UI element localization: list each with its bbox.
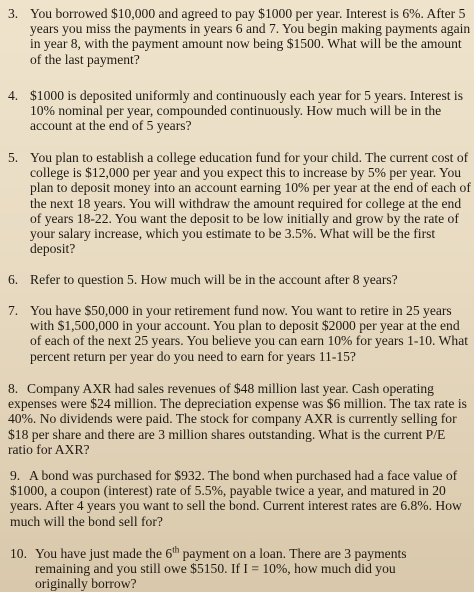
problem-text xyxy=(8,396,470,457)
text-segment: You have just made the 6 xyxy=(35,546,173,561)
text-line: Refer to question 5. How much will be in the account after 8 years? xyxy=(30,272,398,287)
text-line: $1000, a coupon (interest) rate of 5.5%, payable twice a year, and matured in 20 xyxy=(10,483,446,499)
text-line: remaining and you still owe $5150. If I = 10%, how much did you xyxy=(35,561,396,577)
problem-number: 4. xyxy=(8,88,19,103)
problem-8-continued xyxy=(8,396,470,457)
problem-text xyxy=(30,88,468,134)
text-line: $18 per share and there are 3 million shares outstanding. What is the current P/E xyxy=(8,426,446,442)
text-line: expenses were $24 million. The depreciation expense was $6 million. The tax rate is xyxy=(8,396,467,412)
problem-text xyxy=(35,546,470,592)
problem-number: 3. xyxy=(8,6,19,21)
problem-7 xyxy=(8,303,468,364)
text-line: deposit? xyxy=(30,241,76,257)
text-line: Company AXR had sales revenues of $48 million last year. Cash operating xyxy=(27,381,434,396)
text-line: originally borrow? xyxy=(35,576,137,592)
problem-number: 10. xyxy=(10,546,27,561)
text-line: college is $12,000 per year and you expect this to increase by 5% per year. You xyxy=(30,165,462,181)
text-line: of each of the next 25 years. You believe you can earn 10% for years 1-10. What xyxy=(30,333,468,349)
problem-number: 9. xyxy=(10,468,21,483)
text-line: in year 8, with the payment amount now being $1500. What will be the amount xyxy=(30,36,462,52)
problem-text xyxy=(30,272,468,287)
problem-text xyxy=(10,483,472,529)
text-line: years. After 4 years you want to sell the bond. Current interest rates are 6.8%. How xyxy=(10,498,462,514)
problem-number: 5. xyxy=(8,150,19,165)
problem-number: 8. xyxy=(8,381,19,396)
text-line: You plan to establish a college education fund for your child. The current cost of xyxy=(30,150,469,165)
problem-3 xyxy=(8,6,471,67)
problem-6 xyxy=(8,272,468,287)
problem-4 xyxy=(8,88,468,134)
ordinal-suffix: th xyxy=(172,544,180,555)
text-line: $1000 is deposited uniformly and continuously each year for 5 years. Interest is xyxy=(30,88,464,103)
problem-8 xyxy=(8,381,468,396)
text-line: 10% nominal per year, compounded continuously. How much will be in the xyxy=(30,103,442,119)
problem-text xyxy=(30,303,468,364)
problem-5 xyxy=(8,150,471,257)
text-line: with $1,500,000 in your account. You plan to deposit $2000 per year at the end xyxy=(30,318,460,334)
problem-10 xyxy=(10,546,470,592)
text-line: ratio for AXR? xyxy=(8,441,90,457)
problem-text xyxy=(30,150,471,256)
text-segment: payment on a loan. There are 3 payments xyxy=(179,546,407,561)
text-line: years you miss the payments in years 6 and 7. You begin making payments again xyxy=(30,21,471,37)
text-line: of the last payment? xyxy=(30,51,140,67)
text-line: account at the end of 5 years? xyxy=(30,118,192,134)
text-line: You borrowed $10,000 and agreed to pay $1000 per year. Interest is 6%. After 5 xyxy=(30,6,466,21)
text-line: the next 18 years. You will withdraw the amount required for college at the end xyxy=(30,195,462,211)
problem-text xyxy=(30,6,470,67)
problem-number: 7. xyxy=(8,303,19,318)
problem-text xyxy=(27,381,468,396)
text-line: You have $50,000 in your retirement fund now. You want to retire in 25 years xyxy=(30,303,452,318)
text-line: 40%. No dividends were paid. The stock for company AXR is currently selling for xyxy=(8,411,457,427)
text-line: A bond was purchased for $932. The bond when purchased had a face value of xyxy=(29,468,458,483)
problem-text xyxy=(29,468,470,483)
problem-9 xyxy=(10,468,470,483)
text-line: your salary increase, which you estimate to be 3.5%. What will be the first xyxy=(30,226,436,242)
problem-number: 6. xyxy=(8,272,19,287)
text-line: percent return per year do you need to earn for years 11-15? xyxy=(30,348,356,364)
text-line xyxy=(35,546,470,561)
problem-9-continued xyxy=(10,483,472,529)
text-line: of years 18-22. You want the deposit to be low initially and grow by the rate of xyxy=(30,210,459,226)
text-line: much will the bond sell for? xyxy=(10,513,163,529)
text-line: plan to deposit money into an account earning 10% per year at the end of each of xyxy=(30,180,471,196)
